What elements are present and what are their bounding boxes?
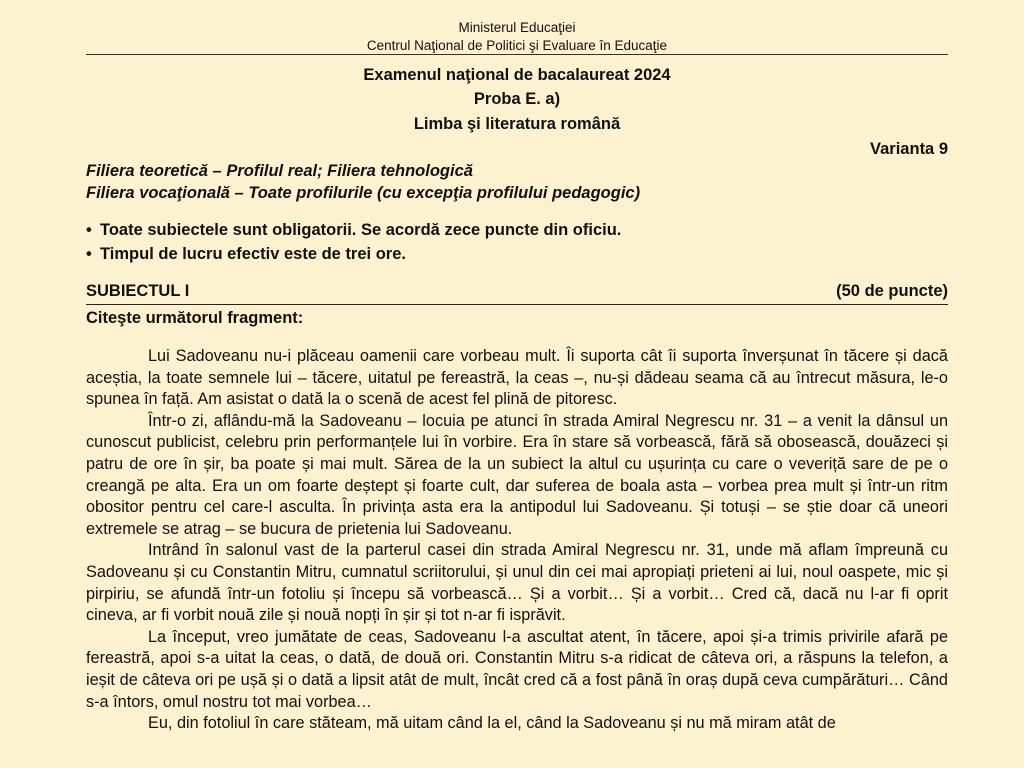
exam-proba: Proba E. a) [473, 90, 561, 108]
ministry-header: Ministerul Educaţiei [458, 20, 576, 35]
fragment-text [86, 346, 948, 735]
rule-text: Timpul de lucru efectiv este de trei ore. [100, 245, 406, 263]
fragment-paragraph: Într-o zi, aflându-mă la Sadoveanu – locuia pe atunci în strada Amiral Negrescu nr. 31 – a venit la dânsul un cunoscut publicist, celebru prin performanțele lui în vorbire. Era în stare să vorbească, fără să obosească, douăzeci și patru de ore în șir, ba poate și mai mult. Sărea de la un subiect la altul cu ușurința cu care o veveriță sare de pe o creangă pe alta. Era un om foarte deștept și foarte cult, dar suferea de boala asta – vorbea prea mult și într-un ritm obositor pentru cel care-l asculta. În privința asta era la antipodul lui Sadoveanu. Și totuși – se știe doar că uneori extremele se atrag – se bucura de prietenia lui Sadoveanu. [86, 411, 948, 538]
fragment-paragraph: La început, vreo jumătate de ceas, Sadoveanu l-a ascultat atent, în tăcere, apoi și-a trimis privirile afară pe fereastră, apoi s-a uitat la ceas, o dată, de două ori. Constantin Mitru s-a ridicat de câteva ori, a răspuns la telefon, a ieșit de câteva ori pe ușă și o dată a lipsit atât de mult, încât cred că a fost până în oraș după ceva cumpărături… Când s-a întors, omul nostru tot mai vorbea… [86, 627, 948, 711]
fragment-paragraph: Eu, din fotoliul în care stăteam, mă uitam când la el, când la Sadoveanu și nu mă miram atât de [148, 714, 836, 733]
filiera-line-1: Filiera teoretică – Profilul real; Filiera tehnologică [86, 162, 473, 180]
section-points: (50 de puncte) [836, 282, 948, 300]
rule-item [86, 221, 621, 240]
section-instruction: Citeşte următorul fragment: [86, 309, 304, 327]
section-header [86, 282, 948, 305]
rule-text: Toate subiectele sunt obligatorii. Se acordă zece puncte din oficiu. [100, 221, 622, 239]
center-header: Centrul Naţional de Politici şi Evaluare în Educaţie [366, 38, 668, 53]
fragment-paragraph: Intrând în salonul vast de la parterul casei din strada Amiral Negrescu nr. 31, unde mă aflam împreună cu Sadoveanu și cu Constantin Mitru, cumnatul scriitorului, și unul din cei mai apropiați prieteni ai lui, noul oaspete, mic și pirpiriu, se afundă într-un fotoliu și începu să vorbească… Și a vorbit… Și a vorbit… Cred că, dacă nu l-ar fi oprit cineva, ar fi vorbit nouă zile și nouă nopți în șir și tot n-ar fi isprăvit. [86, 541, 948, 625]
variant-label: Varianta 9 [870, 140, 948, 158]
section-name: SUBIECTUL I [86, 282, 190, 300]
rule-item [86, 245, 406, 264]
header-divider [86, 54, 948, 55]
exam-title: Examenul naţional de bacalaureat 2024 [363, 66, 671, 84]
exam-subject: Limba şi literatura română [413, 115, 621, 133]
bullet-icon: • [86, 245, 92, 263]
bullet-icon: • [86, 221, 92, 239]
fragment-paragraph: Lui Sadoveanu nu-i plăceau oamenii care vorbeau mult. Îi suporta cât îi suporta înverșunat în tăcere și dacă aceștia, la toate semnele lui – tăcere, uitatul pe fereastră, la ceas –, nu-și dădeau seama că au întrecut măsura, le-o spunea în față. Am asistat o dată la o scenă de acest fel plină de pitoresc. [86, 347, 948, 409]
filiera-line-2: Filiera vocaţională – Toate profilurile (cu excepţia profilului pedagogic) [86, 184, 641, 202]
